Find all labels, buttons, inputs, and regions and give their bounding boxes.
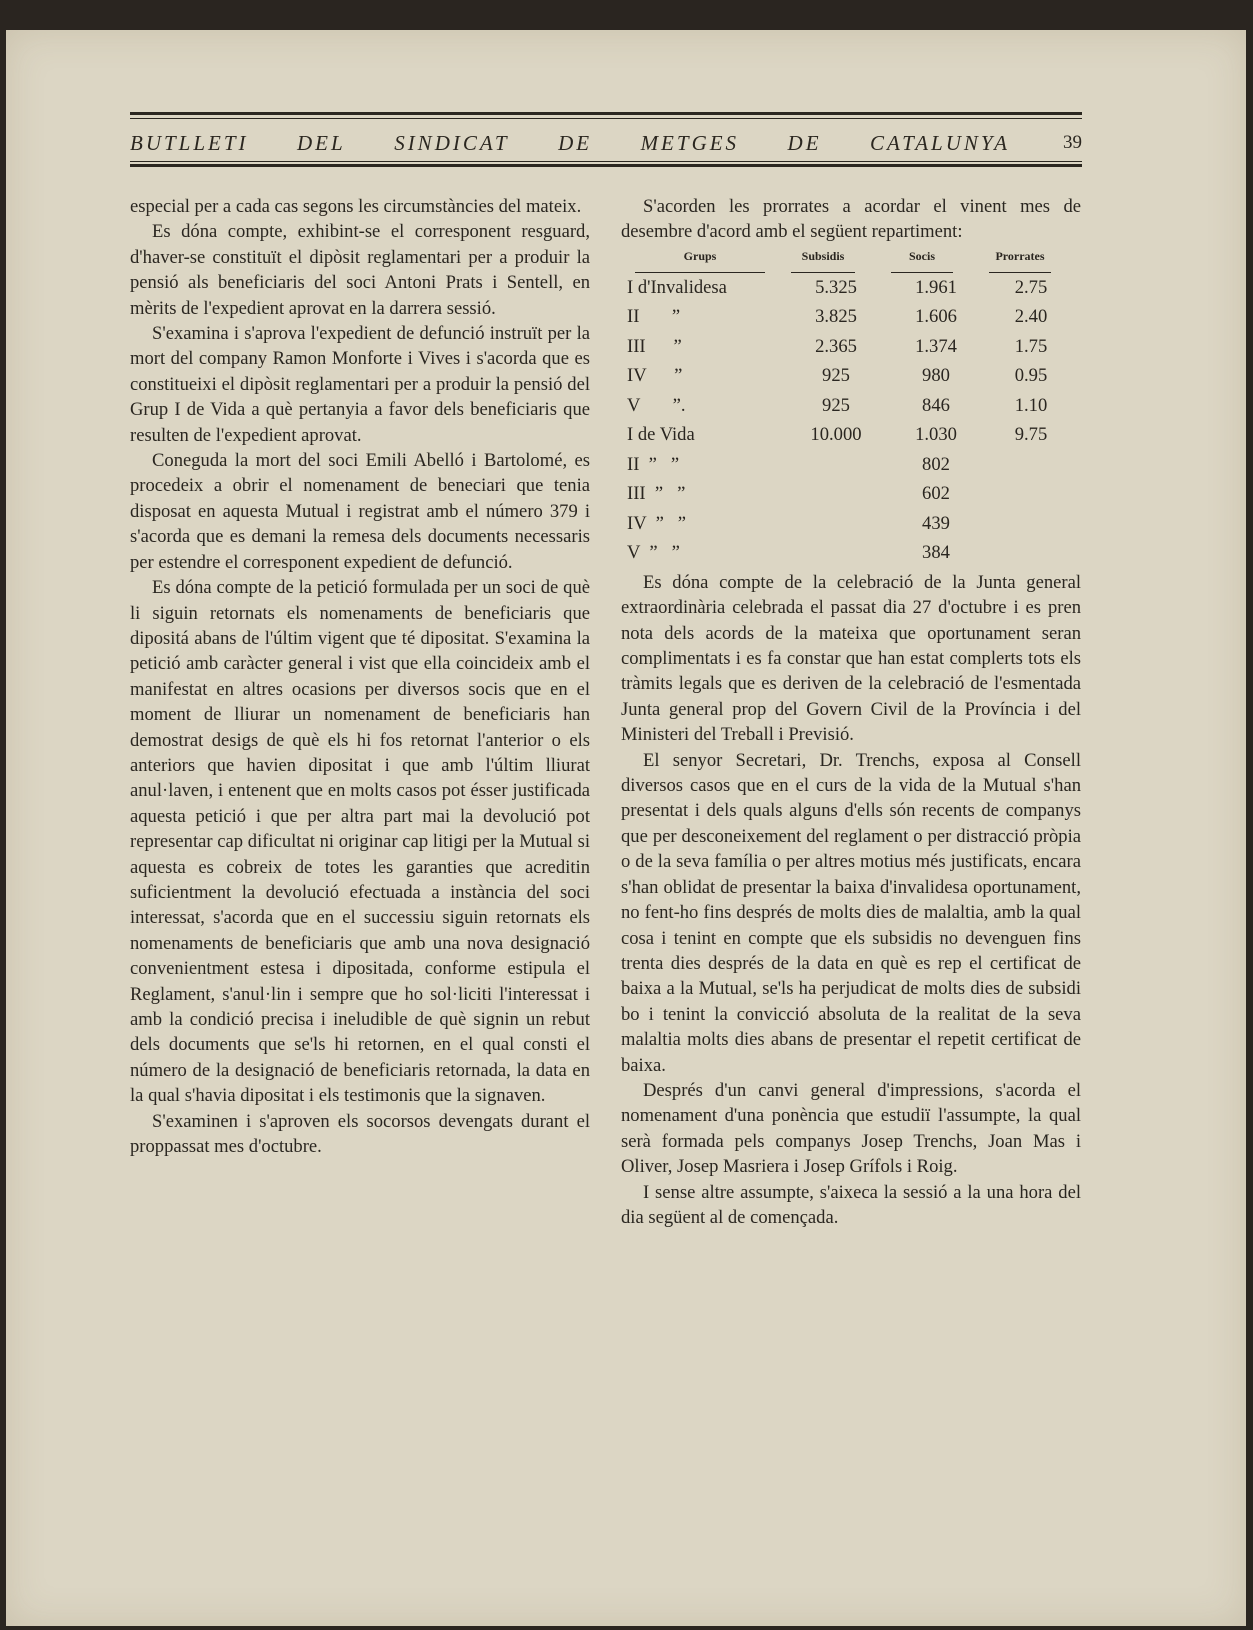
page-number: 39 [1063, 132, 1082, 153]
cell-socis: 1.606 [915, 306, 957, 328]
cell-grup: II ” ” [627, 453, 680, 475]
cell-prorrates: 2.40 [1014, 306, 1048, 328]
cell-subsidis: 5.325 [815, 276, 857, 298]
left-column [130, 194, 590, 1159]
cell-prorrates: 2.75 [1014, 276, 1048, 298]
table-row [621, 391, 1081, 421]
cell-subsidis: 925 [822, 394, 850, 416]
cell-socis: 980 [922, 365, 950, 387]
header-word: DE [558, 130, 593, 155]
paragraph: El senyor Secretari, Dr. Trenchs, exposa al Consell diversos casos que en el curs de la vida de la Mutual s'han presentat i dels quals alguns d'ells són recents de companys que per desconeixement del reglament o per distracció pròpia o de la seva família o per altres motius més justificats, encara s'han oblidat de presentar la baixa d'invalidesa oportunament, no fent-ho fins després de molts dies de malaltia, amb la qual cosa i tenint en compte que els subsidis no devenguen fins trenta dies després de la data en què es rep el certificat de baixa a la Mutual, se'ls ha perjudicat de molts dies de subsidi bo i tenint la convicció absoluta de la realitat de la seva malaltia molts dies abans de presentar el repetit certificat de baixa. [621, 749, 1081, 1076]
cell-socis: 1.374 [915, 335, 957, 357]
paragraph: S'acorden les prorrates a acordar el vinent mes de desembre d'acord amb el següent repartiment: [621, 196, 1081, 243]
paragraph: I sense altre assumpte, s'aixeca la sessió a la una hora del dia següent al de començada. [621, 1181, 1081, 1228]
table-row [621, 509, 1081, 539]
paragraph: S'examina i s'aprova l'expedient de defunció instruït per la mort del company Ramon Monforte i Vives i s'acorda que es constitueixi el dipòsit reglamentari per a produir la pensió del Grup I de Vida a què pertanyia a favor dels beneficiaris que resulten de l'expedient aprovat. [130, 323, 590, 446]
cell-subsidis: 3.825 [815, 306, 857, 328]
paragraph: Es dóna compte, exhibint-se el corresponent resguard, d'haver-se constituït el dipòsit reglamentari per a produir la pensió als beneficiaris del soci Antoni Prats i Sentell, en mèrits de l'expedient aprovat en la darrera sessió. [130, 221, 590, 319]
header-word: METGES [640, 130, 740, 155]
cell-prorrates: 9.75 [1014, 424, 1048, 446]
table-row [621, 273, 1081, 303]
header-rule-top-thin [130, 118, 1082, 119]
cell-prorrates: 1.10 [1014, 394, 1048, 416]
cell-grup: II ” [627, 306, 681, 328]
cell-grup: III ” [627, 335, 682, 357]
journal-title [130, 131, 1010, 156]
column-header-prorrates: Prorrates [989, 244, 1051, 272]
cell-socis: 602 [922, 483, 950, 505]
header-word: CATALUNYA [870, 130, 1010, 155]
cell-grup: IV ” ” [627, 512, 687, 534]
header-rule-bottom-thin [130, 161, 1082, 162]
prorrates-table [621, 251, 1081, 568]
scanned-page [6, 30, 1246, 1626]
table-row [621, 538, 1081, 568]
table-row [621, 450, 1081, 480]
column-header-grups: Grups [635, 244, 765, 272]
header-word: SINDICAT [394, 130, 510, 155]
header-rule-top [130, 112, 1082, 115]
cell-prorrates: 1.75 [1014, 335, 1048, 357]
paragraph: Coneguda la mort del soci Emili Abelló i Bartolomé, es procedeix a obrir el nomenament de beneciari que tenia disposat en aquesta Mutual i registrat amb el número 379 i s'acorda que es demani la remesa dels documents necessaris per estendre el corresponent expedient de defunció. [130, 450, 590, 573]
cell-grup: I d'Invalidesa [627, 276, 727, 298]
paragraph: Es dóna compte de la petició formulada per un soci de què li siguin retornats els nomenaments de beneficiaris que dipositá abans de l'últim vigent que té dipositat. S'examina la petició amb caràcter general i vist que ella coincideix amb el manifestat en altres ocasions per diversos socis que en el moment de lliurar un nomenament de beneficiaris han demostrat desigs de què els hi fos retornat l'anterior o els anteriors que havien dipositat i que amb l'últim lliurat anul·laven, i entenent que en molts casos pot ésser justificada aquesta petició i que per altra part mai la devolució pot representar cap dificultat ni originar cap litigi per la Mutual si aquesta es cobreix de totes les garanties que acreditin suficientment la devolució efectuada a instància del soci interessat, s'acorda que en el successiu siguin retornats els nomenaments de beneficiaris que amb una nova designació convenientment estesa i dipositada, conforme estipula el Reglament, s'anul·lin i sempre que ho sol·liciti l'interessat i amb la condició precisa i ineludible de què signin un rebut dels documents que se'ls hi retornen, en el qual consti el número de la designació de beneficiaris retornada, la data en la qual s'havia dipositat i els testimonis que la signaven. [130, 577, 590, 1107]
paragraph: Després d'un canvi general d'impressions, s'acorda el nomenament d'una ponència que estudiï l'assumpte, la qual serà formada pels companys Josep Trenchs, Joan Mas i Oliver, Josep Masriera i Josep Grífols i Roig. [621, 1079, 1081, 1178]
cell-grup: I de Vida [627, 424, 695, 446]
table-row [621, 302, 1081, 332]
cell-subsidis: 925 [822, 365, 850, 387]
cell-socis: 1.961 [915, 276, 957, 298]
cell-subsidis: 2.365 [815, 335, 857, 357]
paragraph: Es dóna compte de la celebració de la Junta general extraordinària celebrada el passat dia 27 d'octubre i es pren nota dels acords de la mateixa que oportunament seran complimentats i es fa constar que han estat complerts tots els tràmits legals que es deriven de la celebració de l'esmentada Junta general prop del Govern Civil de la Província i del Ministeri del Treball i Previsió. [621, 571, 1081, 746]
cell-socis: 802 [922, 453, 950, 475]
cell-grup: III ” ” [627, 483, 686, 505]
cell-socis: 1.030 [915, 424, 957, 446]
header-word: DEL [297, 130, 346, 155]
table-row [621, 420, 1081, 450]
cell-subsidis: 10.000 [810, 424, 862, 446]
cell-grup: V ” ” [627, 542, 680, 564]
table-row [621, 361, 1081, 391]
cell-prorrates: 0.95 [1014, 365, 1048, 387]
column-header-socis: Socis [891, 244, 953, 272]
table-row [621, 479, 1081, 509]
cell-grup: V ”. [627, 394, 686, 416]
cell-socis: 384 [922, 542, 950, 564]
header-word: BUTLLETI [130, 130, 249, 155]
cell-grup: IV ” [627, 365, 683, 387]
cell-socis: 846 [922, 394, 950, 416]
paragraph: especial per a cada cas segons les circumstàncies del mateix. [130, 196, 582, 217]
column-header-subsidis: Subsidis [791, 244, 855, 272]
running-header [130, 128, 1082, 158]
header-rule-bottom [130, 164, 1082, 167]
right-column [621, 194, 1081, 1230]
paragraph: S'examinen i s'aproven els socorsos devengats durant el proppassat mes d'octubre. [130, 1110, 590, 1158]
header-word: DE [787, 130, 822, 155]
table-row [621, 332, 1081, 362]
cell-socis: 439 [922, 512, 950, 534]
table-header [621, 251, 1081, 273]
